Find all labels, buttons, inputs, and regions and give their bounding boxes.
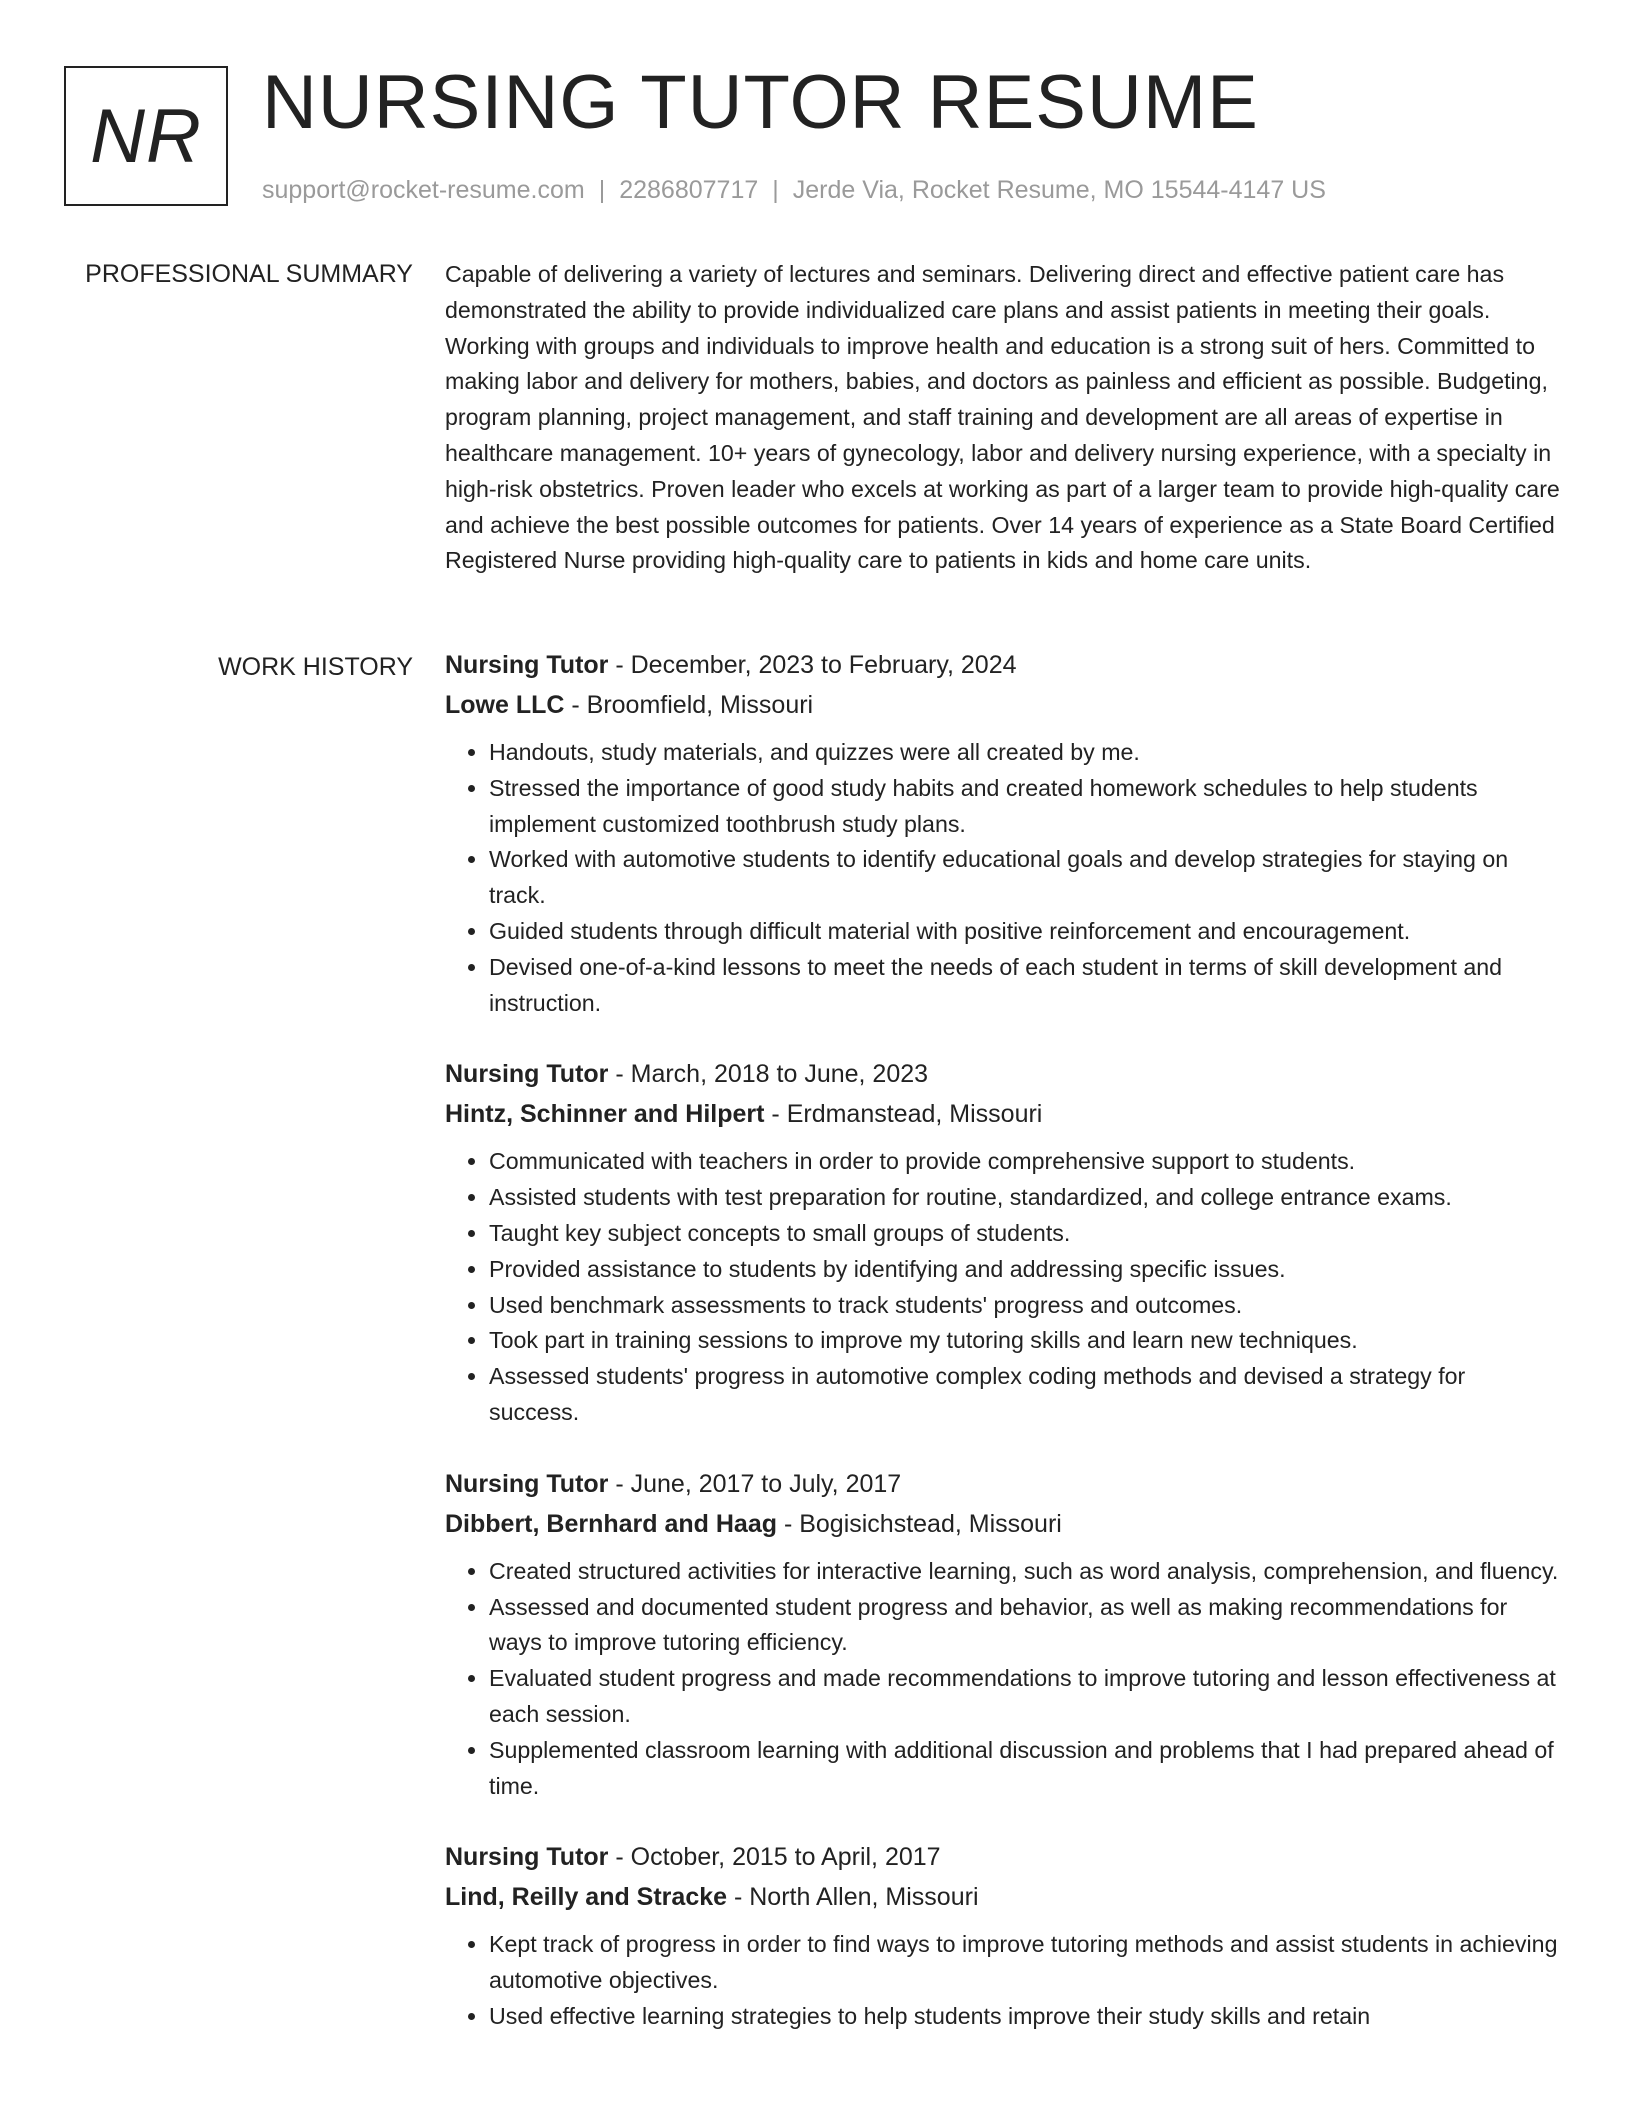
job-bullet-list: [445, 1927, 1560, 2034]
job-location: - North Allen, Missouri: [727, 1883, 979, 1912]
job-bullet-list: [445, 735, 1560, 1021]
job-title-line: [445, 645, 1560, 685]
job-title: Nursing Tutor: [445, 1843, 609, 1872]
contact-line: [262, 174, 1326, 206]
job-title-line: [445, 1464, 1560, 1504]
job-bullet: • Kept track of progress in order to find ways to improve tutoring methods and assist students in achieving automotive objectives.: [489, 1927, 1560, 1999]
job-location: - Broomfield, Missouri: [564, 691, 814, 719]
job-bullet: • Took part in training sessions to improve my tutoring skills and learn new techniques.: [489, 1323, 1560, 1359]
job-company-line: [445, 685, 1560, 725]
job-bullet: • Devised one-of-a-kind lessons to meet the needs of each student in terms of skill development and instruction.: [489, 950, 1560, 1022]
job-company: Dibbert, Bernhard and Haag: [445, 1509, 777, 1538]
job-location: - Bogisichstead, Missouri: [777, 1509, 1062, 1538]
job-title-line: [445, 1837, 1560, 1877]
contact-phone[interactable]: 2286807717: [619, 176, 759, 204]
job-bullet: • Provided assistance to students by identifying and addressing specific issues.: [489, 1252, 1560, 1288]
job-bullet-list: [445, 1144, 1560, 1430]
summary-text: Capable of delivering a variety of lectures and seminars. Delivering direct and effective patient care has demonstrated the ability to provide individualized care plans and assist patients in meeting their goals. Working with groups and individuals to improve health and education is a strong suit of hers. Committed to making labor and delivery for mothers, babies, and doctors as painless and efficient as possible. Budgeting, program planning, project management, and staff training and development are all areas of expertise in healthcare management. 10+ years of gynecology, labor and delivery nursing experience, with a specialty in high-risk obstetrics. Proven leader who excels at working as part of a larger team to provide high-quality care and achieve the best possible outcomes for patients. Over 14 years of experience as a State Board Certified Registered Nurse providing high-quality care to patients in kids and home care units.: [445, 261, 1560, 574]
job-company-line: [445, 1877, 1560, 1917]
job-location: - Erdmanstead, Missouri: [764, 1100, 1043, 1129]
job-bullet: • Assessed and documented student progress and behavior, as well as making recommendations for ways to improve tutoring efficiency.: [489, 1590, 1560, 1662]
job-bullet: • Assessed students' progress in automotive complex coding methods and devised a strategy for success.: [489, 1359, 1560, 1431]
job-company-line: [445, 1094, 1560, 1134]
job-entry: [445, 1837, 1560, 2034]
job-bullet: • Evaluated student progress and made recommendations to improve tutoring and lesson effectiveness at each session.: [489, 1661, 1560, 1733]
monogram-logo: NR: [64, 66, 228, 206]
work-history-section-label: WORK HISTORY: [218, 653, 413, 681]
contact-separator: |: [772, 176, 779, 204]
job-bullet: • Guided students through difficult material with positive reinforcement and encouragement.: [489, 914, 1560, 950]
job-bullet: • Supplemented classroom learning with additional discussion and problems that I had prepared ahead of time.: [489, 1733, 1560, 1805]
job-dates: - June, 2017 to July, 2017: [608, 1469, 902, 1498]
job-bullet: • Created structured activities for interactive learning, such as word analysis, comprehension, and fluency.: [489, 1554, 1560, 1590]
page-title: NURSING TUTOR RESUME: [262, 60, 1259, 145]
work-history-section: [445, 645, 1560, 2068]
job-company: Hintz, Schinner and Hilpert: [445, 1100, 765, 1129]
summary-section: [445, 257, 1560, 579]
job-title: Nursing Tutor: [445, 651, 609, 679]
job-dates: - December, 2023 to February, 2024: [608, 651, 1017, 679]
job-title: Nursing Tutor: [445, 1469, 609, 1498]
job-bullet: • Handouts, study materials, and quizzes were all created by me.: [489, 735, 1560, 771]
contact-separator: |: [598, 176, 606, 204]
contact-email[interactable]: support@rocket-resume.com: [262, 176, 585, 204]
job-bullet: • Assisted students with test preparation for routine, standardized, and college entrance exams.: [489, 1180, 1560, 1216]
job-company: Lind, Reilly and Stracke: [445, 1883, 728, 1912]
job-bullet: • Used benchmark assessments to track students' progress and outcomes.: [489, 1288, 1560, 1324]
job-entry: [445, 645, 1560, 1021]
job-company: Lowe LLC: [445, 691, 565, 719]
job-bullet: • Taught key subject concepts to small groups of students.: [489, 1216, 1560, 1252]
summary-section-label: PROFESSIONAL SUMMARY: [85, 260, 413, 288]
job-bullet: • Communicated with teachers in order to provide comprehensive support to students.: [489, 1144, 1560, 1180]
job-dates: - March, 2018 to June, 2023: [608, 1060, 929, 1089]
job-bullet-list: [445, 1554, 1560, 1805]
job-company-line: [445, 1504, 1560, 1544]
job-title: Nursing Tutor: [445, 1060, 609, 1089]
job-bullet: • Worked with automotive students to identify educational goals and develop strategies for staying on track.: [489, 842, 1560, 914]
job-title-line: [445, 1054, 1560, 1094]
job-bullet: • Stressed the importance of good study habits and created homework schedules to help students implement customized toothbrush study plans.: [489, 771, 1560, 843]
contact-address: Jerde Via, Rocket Resume, MO 15544-4147 US: [792, 176, 1326, 204]
job-bullet: • Used effective learning strategies to help students improve their study skills and retain: [489, 1999, 1560, 2035]
job-dates: - October, 2015 to April, 2017: [608, 1843, 941, 1872]
job-entry: [445, 1464, 1560, 1805]
job-entry: [445, 1054, 1560, 1430]
